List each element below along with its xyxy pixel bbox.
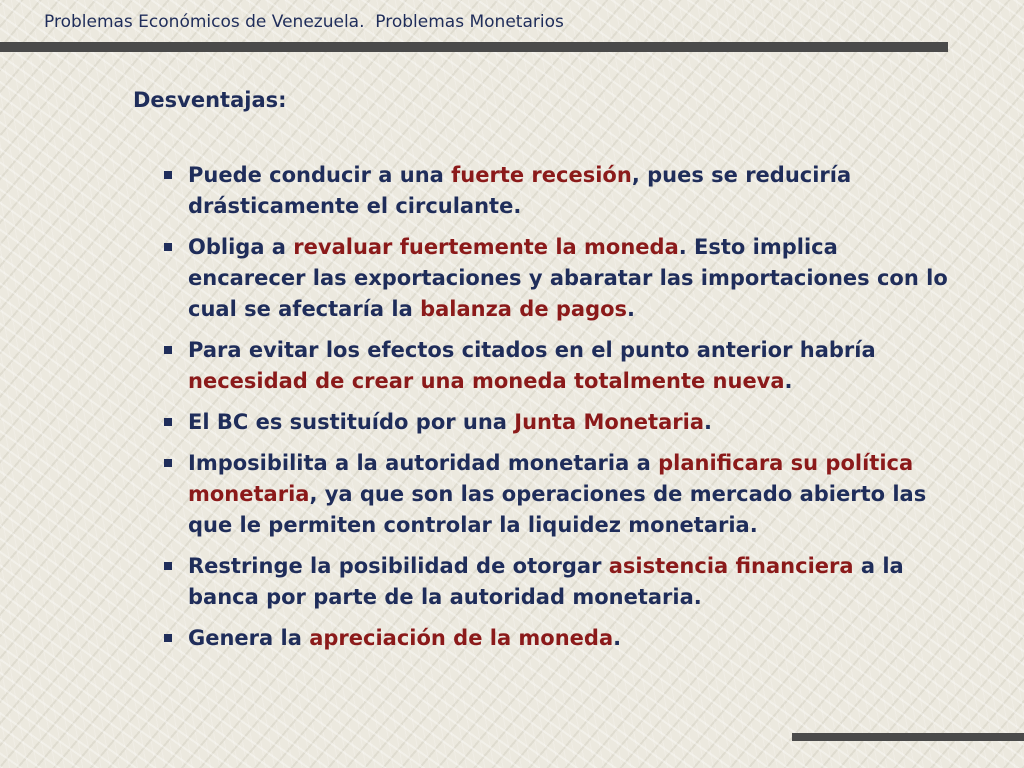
bullet-text: Puede conducir a una: [188, 163, 452, 187]
square-bullet-icon: [164, 562, 172, 570]
bullet-text: Obliga a: [188, 235, 294, 259]
bullet-item: [162, 335, 962, 397]
square-bullet-icon: [164, 346, 172, 354]
square-bullet-icon: [164, 634, 172, 642]
highlighted-text: revaluar fuertemente la moneda: [293, 235, 679, 259]
bullet-item: [162, 448, 962, 541]
bullet-text: .: [627, 297, 636, 321]
bullet-item: [162, 232, 962, 325]
bullet-text: .: [613, 626, 622, 650]
bullet-text: El BC es sustituído por una: [188, 410, 515, 434]
square-bullet-icon: [164, 243, 172, 251]
bullet-text: .: [784, 369, 793, 393]
square-bullet-icon: [164, 459, 172, 467]
bullet-text: , ya que son las operaciones de mercado abierto las que le permiten controlar la liquidez monetaria.: [188, 482, 927, 537]
bullet-text: a la banca por parte de la autoridad monetaria.: [188, 554, 904, 609]
bottom-divider: [792, 733, 1024, 741]
bullet-item: [162, 407, 962, 438]
bullet-item: [162, 160, 962, 222]
section-title: Desventajas:: [133, 88, 287, 112]
bullet-text: Genera la: [188, 626, 310, 650]
highlighted-text: necesidad de crear una moneda totalmente nueva: [188, 369, 785, 393]
bullet-text: Imposibilita a la autoridad monetaria a: [188, 451, 659, 475]
bullet-text: Restringe la posibilidad de otorgar: [188, 554, 609, 578]
top-divider: [0, 42, 948, 52]
bullet-text: , pues se reduciría drásticamente el circulante.: [188, 163, 852, 218]
bullet-text: Para evitar los efectos citados en el punto anterior habría: [188, 338, 876, 362]
highlighted-text: apreciación de la moneda: [309, 626, 614, 650]
header-title: Problemas Económicos de Venezuela. Problemas Monetarios: [44, 12, 564, 32]
bullet-text: . Esto implica encarecer las exportaciones y abaratar las importaciones con lo cual se afectaría la: [188, 235, 948, 321]
highlighted-text: Junta Monetaria: [514, 410, 704, 434]
square-bullet-icon: [164, 171, 172, 179]
highlighted-text: fuerte recesión: [451, 163, 632, 187]
highlighted-text: balanza de pagos: [420, 297, 628, 321]
highlighted-text: asistencia financiera: [608, 554, 854, 578]
bullet-text: .: [703, 410, 712, 434]
highlighted-text: planificara su política monetaria: [188, 451, 914, 506]
bullet-item: [162, 551, 962, 613]
bullet-item: [162, 623, 962, 654]
square-bullet-icon: [164, 418, 172, 426]
bullet-list: [162, 160, 962, 664]
